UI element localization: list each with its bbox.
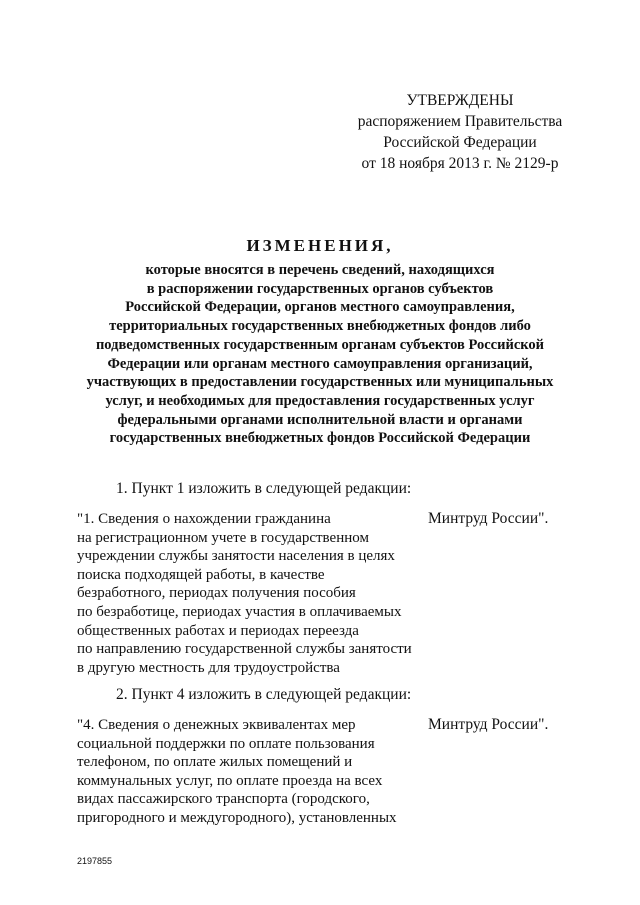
item-1-body <box>77 510 412 677</box>
item-1-line: учреждении службы занятости населения в целях <box>77 548 395 565</box>
subtitle-line: участвующих в предоставлении государственных или муниципальных <box>86 374 554 391</box>
subtitle-line: которые вносятся в перечень сведений, находящихся <box>145 262 495 278</box>
subtitle-line: Федерации или органам местного самоуправления организаций, <box>107 355 533 372</box>
subtitle-line: подведомственных государственным органам субъектов Российской <box>95 336 545 353</box>
item-1-line: безработного, периодах получения пособия <box>77 585 356 602</box>
item-2-line: "4. Сведения о денежных эквивалентах мер <box>77 717 356 733</box>
item-1-agency: Минтруд России". <box>428 510 549 527</box>
item-2-heading: 2. Пункт 4 изложить в следующей редакции: <box>116 686 412 703</box>
document-title: ИЗМЕНЕНИЯ, <box>246 236 394 255</box>
item-2-line: видах пассажирского транспорта (городского, <box>77 791 370 808</box>
approval-block <box>330 90 590 174</box>
subtitle-line: территориальных государственных внебюджетных фондов либо <box>109 318 531 335</box>
item-1-heading: 1. Пункт 1 изложить в следующей редакции: <box>116 480 412 497</box>
item-2-line: телефоном, по оплате жилых помещений и <box>77 754 353 771</box>
approval-title: УТВЕРЖДЕНЫ <box>406 92 514 109</box>
subtitle-line: услуг, и необходимых для предоставления государственных услуг <box>105 392 535 409</box>
item-1-line: общественных работах и периодах переезда <box>77 622 359 639</box>
document-subtitle <box>0 261 640 448</box>
item-1-line: поиска подходящей работы, в качестве <box>77 566 325 583</box>
item-1-line: в другую местность для трудоустройства <box>77 659 340 676</box>
subtitle-line: федеральными органами исполнительной власти и органами <box>117 411 523 428</box>
subtitle-line: государственных внебюджетных фондов Российской Федерации <box>109 430 531 447</box>
subtitle-line: Российской Федерации, органов местного самоуправления, <box>125 299 515 316</box>
document-code: 2197855 <box>77 856 113 866</box>
approval-line: Российской Федерации <box>383 134 537 151</box>
item-1-line: на регистрационном учете в государственном <box>77 529 369 546</box>
item-2-line: пригородного и междугородного), установленных <box>77 809 397 826</box>
item-2-agency: Минтруд России". <box>428 716 549 733</box>
approval-line: от 18 ноября 2013 г. № 2129-р <box>361 155 559 172</box>
item-2-line: социальной поддержки по оплате пользования <box>77 735 375 752</box>
item-2-line: коммунальных услуг, по оплате проезда на всех <box>77 772 383 789</box>
item-1-line: "1. Сведения о нахождении гражданина <box>77 511 331 527</box>
subtitle-line: в распоряжении государственных органов субъектов <box>146 280 494 297</box>
item-1-line: по направлению государственной службы занятости <box>77 641 412 658</box>
item-1-line: по безработице, периодах участия в оплачиваемых <box>77 603 402 620</box>
approval-line: распоряжением Правительства <box>357 113 563 130</box>
item-2-body <box>77 716 397 828</box>
